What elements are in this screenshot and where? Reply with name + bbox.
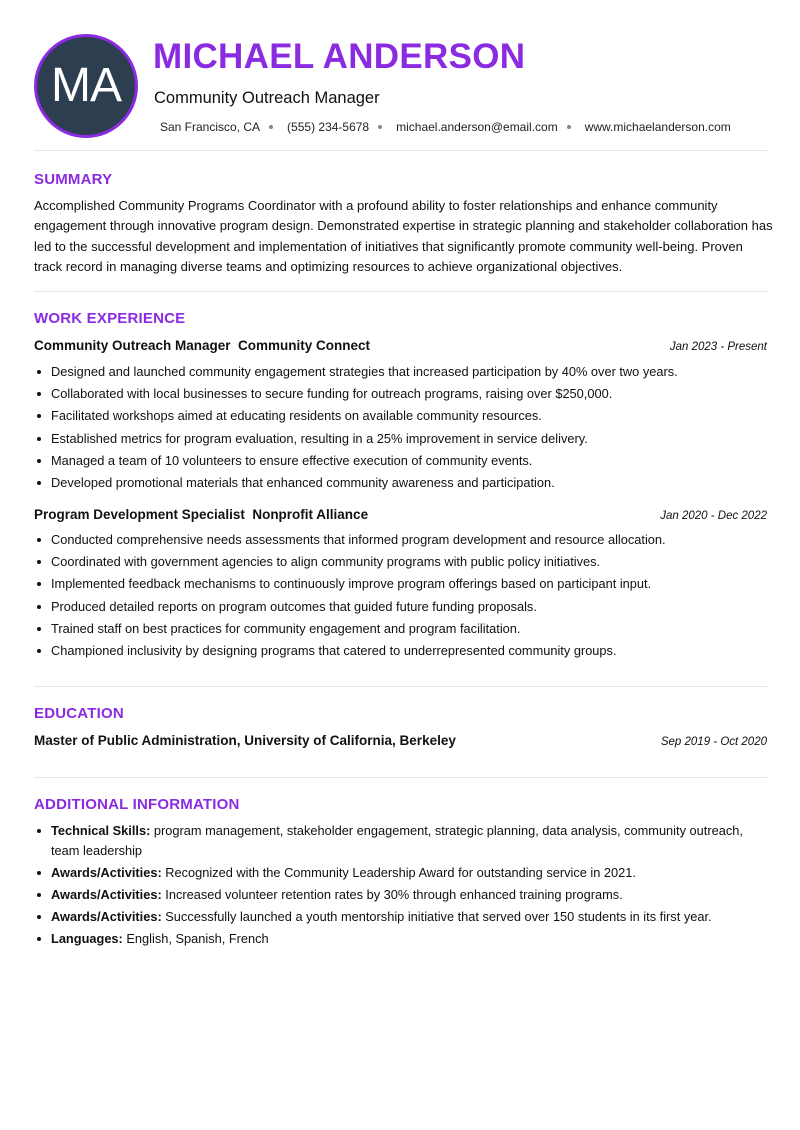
list-item <box>34 885 774 905</box>
bullet-separator-icon <box>269 125 273 129</box>
job-role: Program Development Specialist Nonprofit Alliance <box>34 507 369 522</box>
list-item <box>34 863 774 883</box>
contact-website[interactable]: www.michaelanderson.com <box>584 120 731 134</box>
list-item: Established metrics for program evaluation, resulting in a 25% improvement in service delivery. <box>34 431 774 447</box>
list-item: Collaborated with local businesses to secure funding for outreach programs, raising over $250,000. <box>34 386 774 402</box>
list-item: Trained staff on best practices for community engagement and program facilitation. <box>34 621 774 637</box>
job-header <box>34 338 767 353</box>
education-entry <box>34 733 767 748</box>
additional-info-list <box>34 821 774 951</box>
item-label: Awards/Activities: <box>51 908 162 924</box>
item-label: Awards/Activities: <box>51 864 162 880</box>
summary-heading: SUMMARY <box>34 171 113 188</box>
job-bullets <box>34 532 774 665</box>
list-item <box>34 821 774 860</box>
contact-location: San Francisco, CA <box>160 120 261 134</box>
item-label: Technical Skills: <box>51 823 151 838</box>
contact-phone: (555) 234-5678 <box>287 120 370 134</box>
job-header <box>34 507 767 522</box>
job-role: Community Outreach Manager Community Connect <box>34 338 371 353</box>
bullet-separator-icon <box>567 125 571 129</box>
section-divider <box>34 291 767 292</box>
education-date: Sep 2019 - Oct 2020 <box>660 736 767 748</box>
contact-email[interactable]: michael.anderson@email.com <box>396 120 558 134</box>
avatar-initials: MA <box>51 59 121 112</box>
list-item: Facilitated workshops aimed at educating residents on available community resources. <box>34 408 774 424</box>
list-item <box>34 929 774 949</box>
item-text: Successfully launched a youth mentorship initiative that served over 150 students in its first year. <box>161 908 712 924</box>
education-heading: EDUCATION <box>34 705 124 722</box>
summary-text: Accomplished Community Programs Coordinator with a profound ability to foster relationships and enhance community engagement through innovative program design. Demonstrated expertise in strategic planning and stakeholder collaboration has led to the successful development and implementation of initiatives that significantly promote community well-being. Proven track record in managing diverse teams and optimizing resources to achieve organizational objectives. <box>34 198 773 275</box>
job-bullets <box>34 364 774 497</box>
degree: Master of Public Administration, University of California, Berkeley <box>34 733 456 748</box>
list-item <box>34 907 774 927</box>
job-title: Community Outreach Manager <box>154 89 380 107</box>
section-divider <box>34 686 767 687</box>
item-text: program management, stakeholder engagement, strategic planning, data analysis, community outreach, team leadership <box>51 823 743 858</box>
list-item: Produced detailed reports on program outcomes that guided future funding proposals. <box>34 599 774 615</box>
candidate-name: MICHAEL ANDERSON <box>153 37 526 76</box>
list-item: Managed a team of 10 volunteers to ensure effective execution of community events. <box>34 453 774 469</box>
bullet-separator-icon <box>378 125 382 129</box>
item-label: Awards/Activities: <box>51 886 162 902</box>
item-label: Languages: <box>51 930 123 946</box>
job-date: Jan 2023 - Present <box>669 341 767 353</box>
job-date: Jan 2020 - Dec 2022 <box>660 510 767 522</box>
list-item: Championed inclusivity by designing programs that catered to underrepresented community groups. <box>34 643 774 659</box>
section-divider <box>34 150 767 151</box>
list-item: Implemented feedback mechanisms to continuously improve program offerings based on participant input. <box>34 576 774 592</box>
additional-info-heading: ADDITIONAL INFORMATION <box>34 796 240 813</box>
list-item: Conducted comprehensive needs assessments that informed program development and resource allocation. <box>34 532 774 548</box>
item-text: English, Spanish, French <box>122 930 269 946</box>
contact-info <box>160 120 731 134</box>
item-text: Increased volunteer retention rates by 30% through enhanced training programs. <box>161 886 623 902</box>
avatar <box>34 34 138 138</box>
item-text: Recognized with the Community Leadership Award for outstanding service in 2021. <box>161 864 636 880</box>
list-item: Developed promotional materials that enhanced community awareness and participation. <box>34 475 774 491</box>
section-divider <box>34 777 767 778</box>
work-experience-heading: WORK EXPERIENCE <box>34 310 186 327</box>
list-item: Designed and launched community engagement strategies that increased participation by 40% over two years. <box>34 364 774 380</box>
list-item: Coordinated with government agencies to align community programs with public policy initiatives. <box>34 554 774 570</box>
resume-header <box>0 0 800 151</box>
